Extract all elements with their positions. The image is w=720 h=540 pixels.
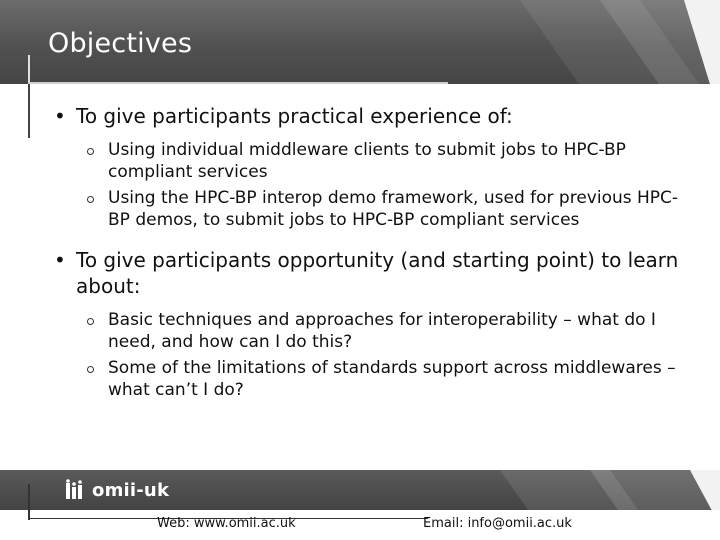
sub-bullet-text: Using individual middleware clients to submit jobs to HPC-BP compliant services	[108, 140, 626, 182]
slide-header	[0, 0, 720, 84]
bullet-item	[54, 103, 694, 129]
sub-bullet-text: Basic techniques and approaches for interoperability – what do I need, and how can I do this?	[108, 310, 656, 352]
hollow-circle-icon	[87, 366, 94, 373]
bullet-marker: •	[54, 248, 66, 272]
header-vertical-rule	[28, 55, 30, 84]
bullet-marker: •	[54, 104, 66, 128]
hollow-circle-icon	[87, 318, 94, 325]
logo-text: omii-uk	[92, 479, 170, 501]
footer-band	[0, 470, 720, 510]
footer-web-link[interactable]: Web: www.omii.ac.uk	[157, 516, 296, 531]
sub-bullet-item	[54, 357, 694, 401]
bullet-item	[54, 247, 694, 299]
sub-bullet-item	[54, 187, 694, 231]
sub-bullet-text: Using the HPC-BP interop demo framework, used for previous HPC-BP demos, to submit jobs to HPC-BP compliant services	[108, 188, 679, 230]
bullet-text: To give participants opportunity (and starting point) to learn about:	[76, 248, 679, 298]
omii-uk-logo-icon	[64, 479, 86, 501]
header-horizontal-rule	[28, 82, 448, 84]
sub-bullet-list	[54, 139, 694, 231]
hollow-circle-icon	[87, 196, 94, 203]
body-vertical-rule	[28, 84, 30, 138]
omii-uk-logo	[64, 478, 169, 502]
hollow-circle-icon	[87, 148, 94, 155]
footer-vertical-rule	[28, 484, 30, 520]
slide-title: Objectives	[48, 28, 193, 59]
bullet-text: To give participants practical experience of:	[76, 104, 513, 128]
footer-email-link[interactable]: Email: info@omii.ac.uk	[423, 516, 572, 531]
sub-bullet-list	[54, 309, 694, 401]
sub-bullet-item	[54, 309, 694, 353]
slide-content	[54, 103, 694, 405]
sub-bullet-item	[54, 139, 694, 183]
sub-bullet-text: Some of the limitations of standards support across middlewares – what can’t I do?	[108, 358, 676, 400]
